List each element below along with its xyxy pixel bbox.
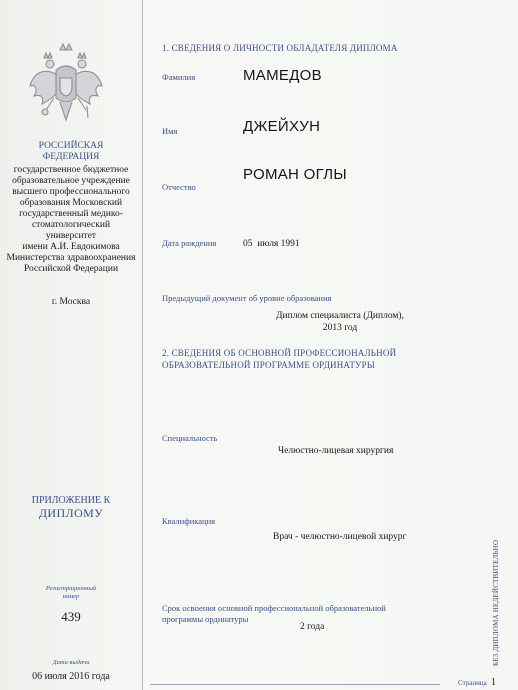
name-value: ДЖЕЙХУН — [243, 118, 321, 135]
section-programme-heading: 2. СВЕДЕНИЯ ОБ ОСНОВНОЙ ПРОФЕССИОНАЛЬНОЙ ОБРАЗОВАТЕЛЬНОЙ ПРОГРАММЕ ОРДИНАТУРЫ — [162, 348, 397, 370]
country-name: РОССИЙСКАЯ ФЕДЕРАЦИЯ — [38, 141, 104, 162]
registration-label: Регистрационный номер — [45, 585, 97, 600]
qualification-value: Врач - челюстно-лицевой хирург — [273, 532, 407, 542]
page-fold-line — [142, 0, 143, 690]
surname-value: МАМЕДОВ — [243, 67, 322, 84]
birth-date-label: Дата рождения — [162, 238, 217, 248]
duration-value: 2 года — [300, 622, 325, 632]
bottom-rule — [150, 684, 440, 685]
previous-document-value: Диплом специалиста (Диплом), 2013 год — [276, 311, 404, 333]
validity-note: БЕЗ ДИПЛОМА НЕДЕЙСТВИТЕЛЬНО — [492, 539, 500, 666]
patronymic-value: РОМАН ОГЛЫ — [243, 166, 347, 183]
coat-of-arms-icon — [26, 40, 106, 128]
city: г. Москва — [51, 297, 91, 307]
qualification-label: Квалификация — [162, 516, 216, 526]
birth-date-value: 05 июля 1991 — [243, 239, 300, 249]
page-number: 1 — [491, 677, 496, 688]
specialty-value: Челюстно-лицевая хирургия — [278, 446, 394, 456]
section-personal-heading: 1. СВЕДЕНИЯ О ЛИЧНОСТИ ОБЛАДАТЕЛЯ ДИПЛОМА — [162, 43, 398, 53]
issue-date: 06 июля 2016 года — [32, 671, 110, 682]
appendix-heading: ПРИЛОЖЕНИЕ К ДИПЛОМУ — [31, 495, 111, 520]
surname-label: Фамилия — [162, 72, 196, 82]
duration-label: Срок освоения основной профессиональной образовательной программы ординатуры — [162, 603, 386, 624]
name-label: Имя — [162, 126, 178, 136]
issue-date-label: Дата выдачи — [52, 659, 90, 666]
patronymic-label: Отчество — [162, 182, 196, 192]
previous-document-label: Предыдущий документ об уровне образования — [162, 293, 332, 303]
registration-number: 439 — [61, 609, 81, 624]
page-label: Страница — [458, 679, 487, 687]
specialty-label: Специальность — [162, 433, 218, 443]
institution-name: государственное бюджетное образовательное учреждение высшего профессионального образования Московский государственный медико- стоматологический университет имени А.И. Евдокимова Министерства здравоохранения Российской Федерации — [6, 165, 136, 274]
